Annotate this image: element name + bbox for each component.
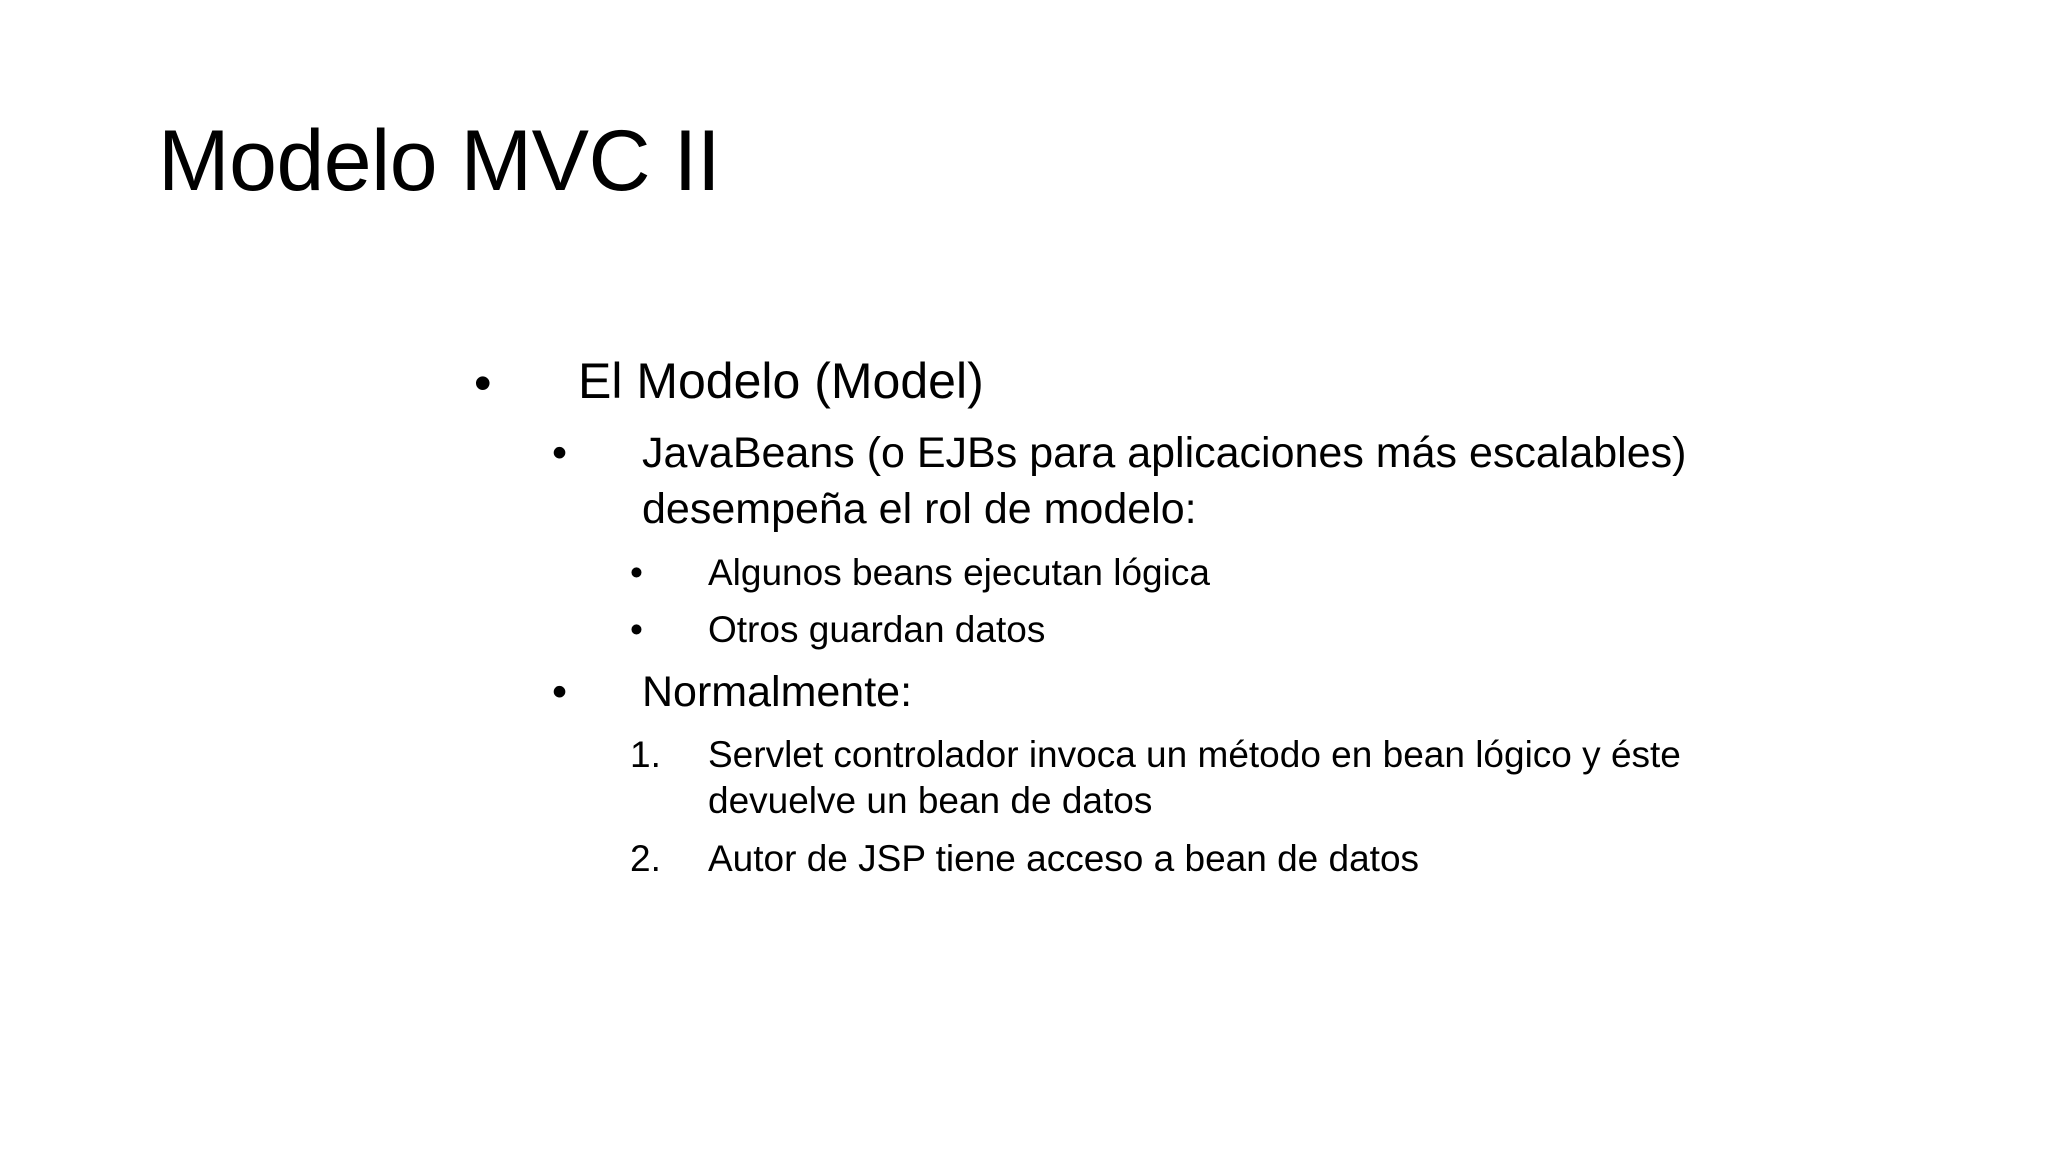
bullet-javabeans-line2: desempeña el rol de modelo:: [642, 485, 1197, 533]
numbered-item-1-line2: devuelve un bean de datos: [708, 780, 1153, 821]
bullet-javabeans-line1: JavaBeans (o EJBs para aplicaciones más escalables): [642, 429, 1687, 477]
bullet-marker: •: [552, 429, 568, 477]
bullet-algunos-beans: Algunos beans ejecutan lógica: [708, 552, 1210, 593]
bullet-marker: •: [474, 355, 492, 411]
bullet-marker: •: [630, 609, 643, 650]
bullet-normalmente: Normalmente:: [642, 668, 913, 716]
bullet-otros-guardan: Otros guardan datos: [708, 609, 1046, 650]
bullet-marker: •: [630, 552, 643, 593]
bullet-marker: •: [552, 668, 568, 716]
numbered-item-2: Autor de JSP tiene acceso a bean de datos: [708, 838, 1420, 879]
bullet-el-modelo: El Modelo (Model): [578, 353, 984, 409]
slide-title: Modelo MVC II: [158, 113, 721, 209]
numbered-item-1-line1: Servlet controlador invoca un método en bean lógico y éste: [708, 734, 1681, 775]
numbered-marker: 1.: [630, 734, 661, 775]
numbered-marker: 2.: [630, 838, 661, 879]
